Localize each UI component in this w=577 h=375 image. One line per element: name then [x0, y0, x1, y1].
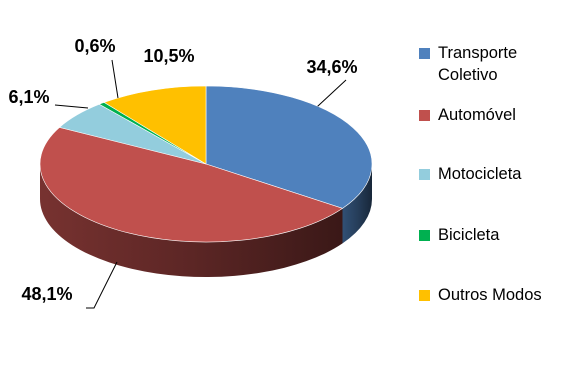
legend-item-automovel [419, 104, 577, 126]
legend-item-motocicleta [419, 163, 577, 185]
data-label-bicicleta: 0,6% [74, 36, 116, 56]
legend-swatch-outros-modos [419, 290, 430, 301]
legend-label: Transporte Coletivo [438, 44, 518, 84]
data-label-transporte-coletivo: 34,6% [306, 57, 358, 77]
data-label-automovel: 48,1% [21, 284, 73, 304]
leader-line-bicicleta [112, 60, 118, 98]
leader-line-transporte-coletivo [318, 80, 346, 106]
legend-label: Outros Modos [438, 286, 542, 304]
legend-swatch-motocicleta [419, 169, 430, 180]
legend-item-bicicleta [419, 224, 577, 246]
data-label-motocicleta: 6,1% [8, 87, 50, 107]
leader-line-automovel [86, 262, 117, 308]
legend-item-outros-modos [419, 284, 577, 306]
legend-swatch-transporte-coletivo [419, 48, 430, 59]
legend-item-transporte-coletivo [419, 42, 577, 86]
legend-label: Automóvel [438, 106, 516, 124]
leader-line-motocicleta [55, 105, 88, 108]
legend-swatch-bicicleta [419, 230, 430, 241]
legend-label: Bicicleta [438, 226, 500, 244]
data-label-outros-modos: 10,5% [143, 46, 195, 66]
legend-swatch-automovel [419, 110, 430, 121]
legend-label: Motocicleta [438, 165, 522, 183]
